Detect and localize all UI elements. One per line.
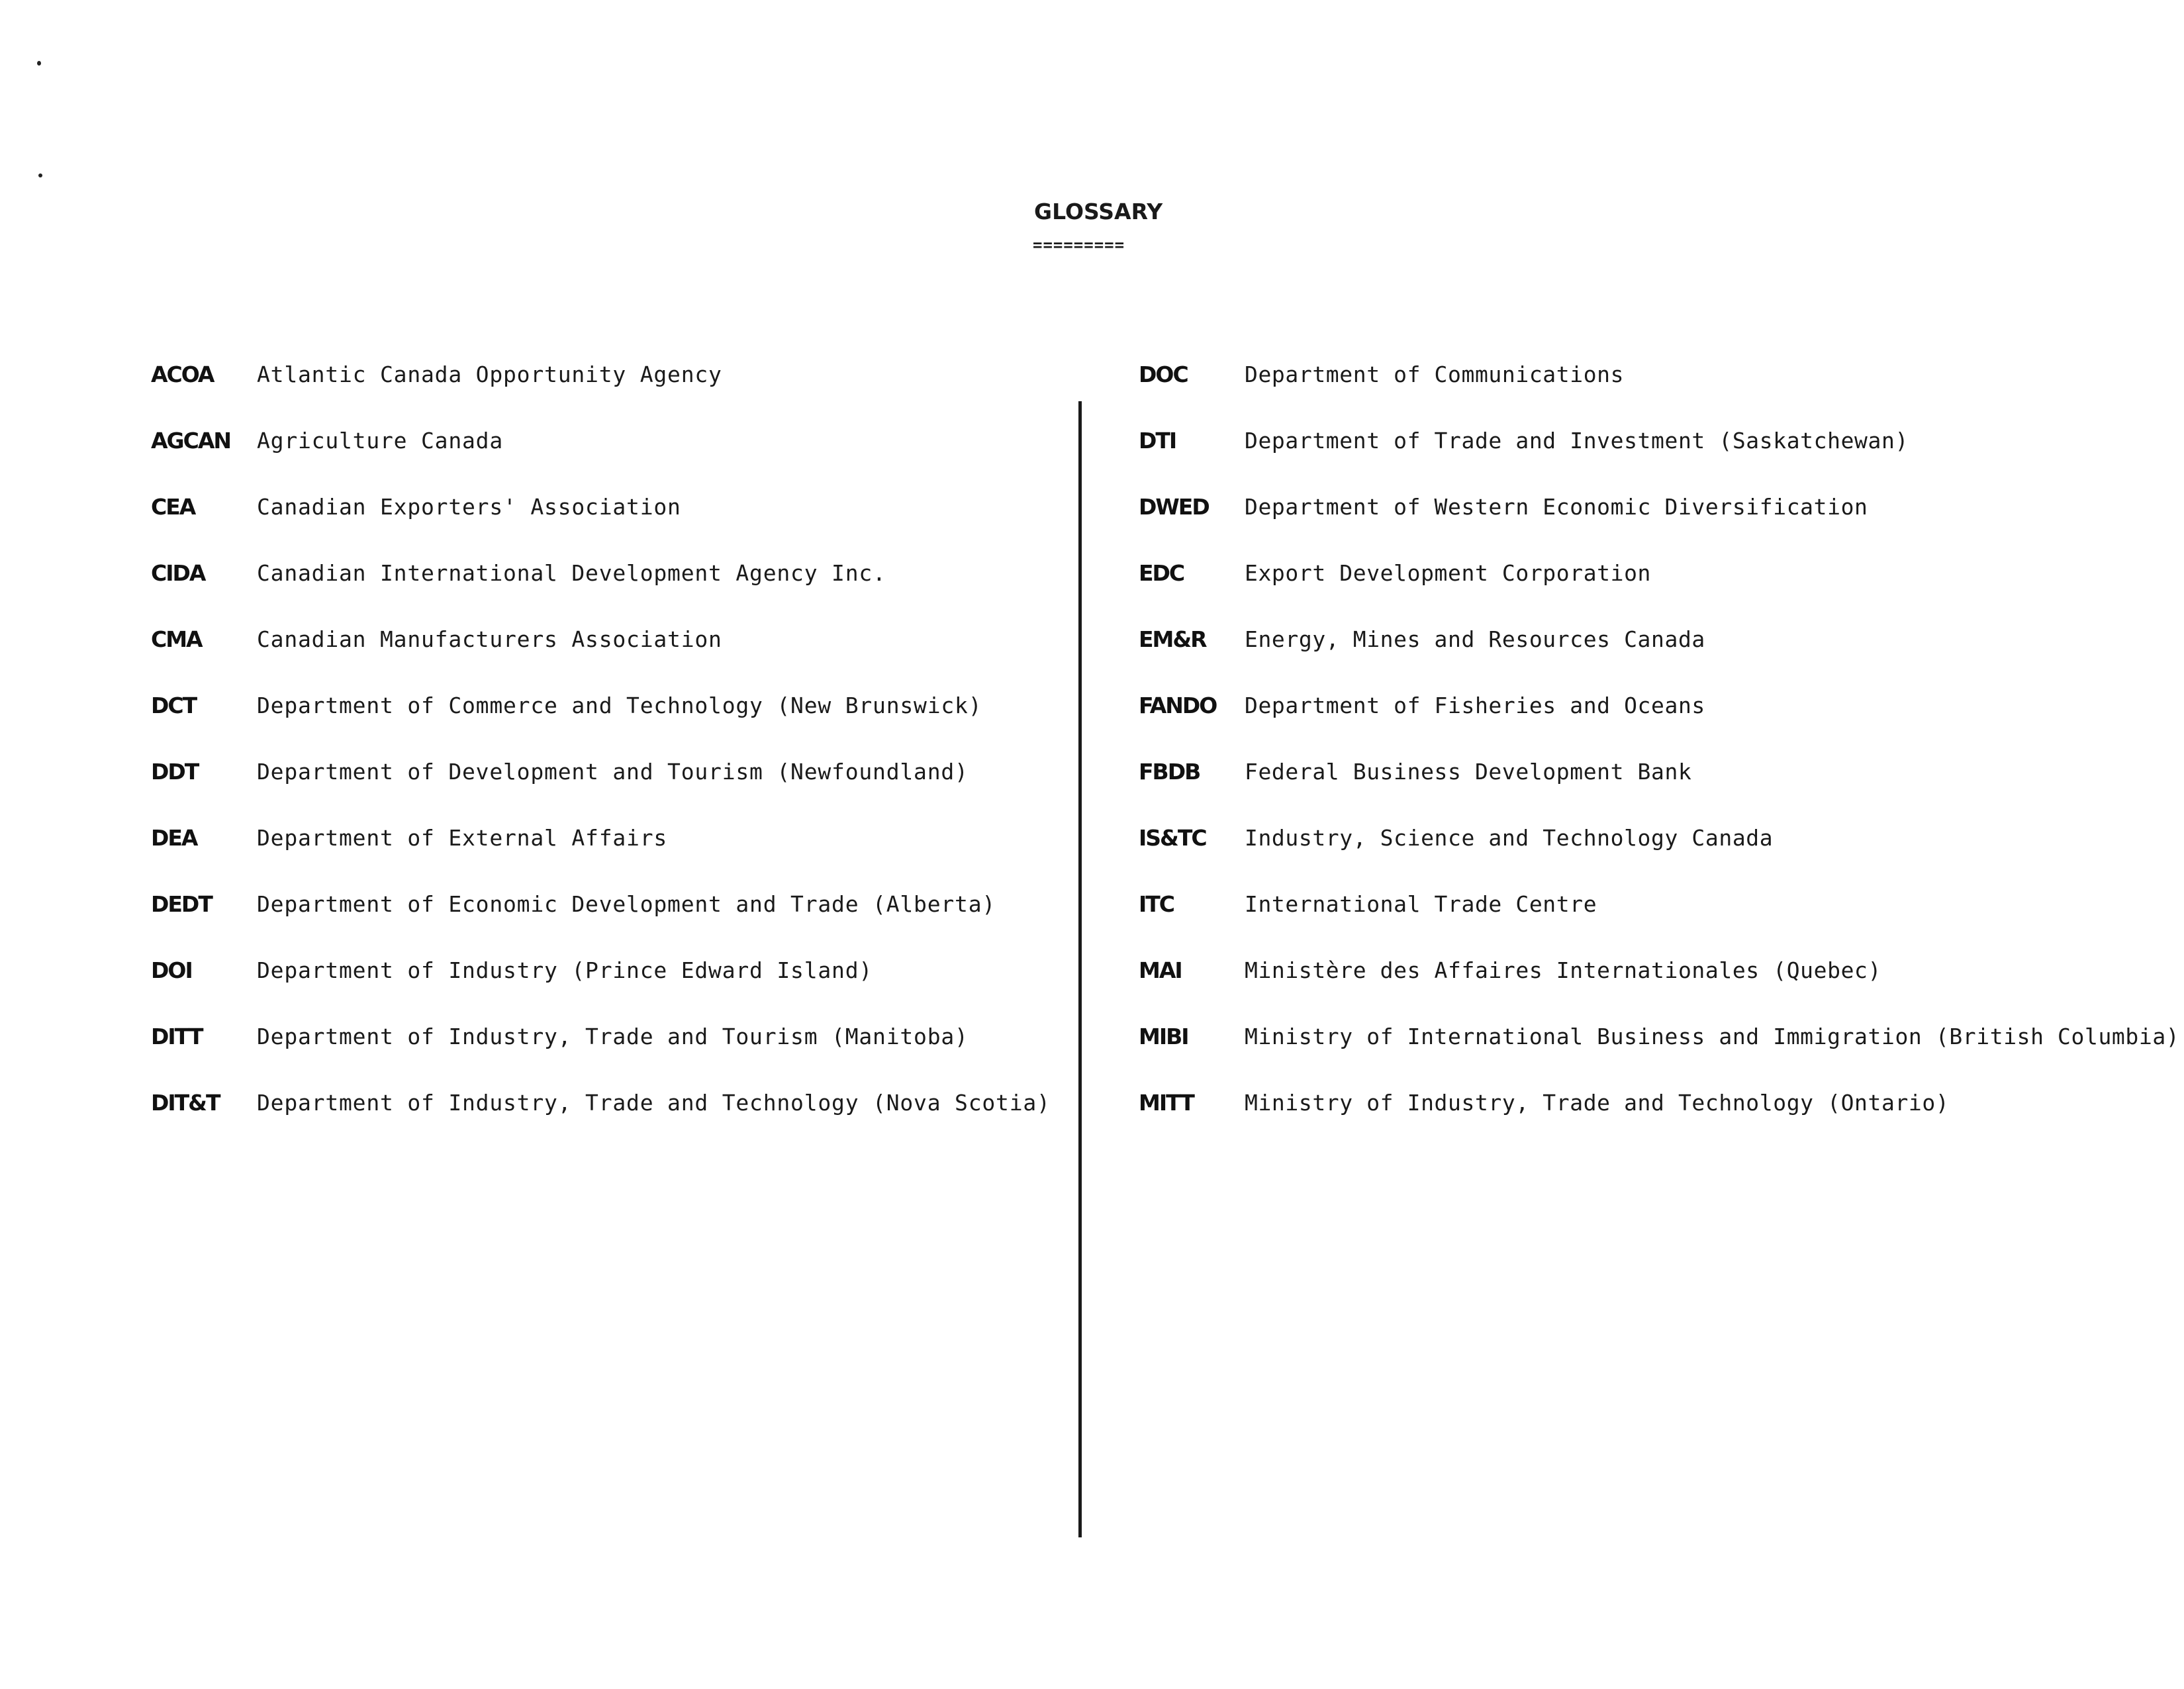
glossary-definition: Department of Western Economic Diversification (1245, 494, 1868, 520)
glossary-abbreviation: DDT (151, 759, 199, 785)
scan-speck (37, 61, 41, 66)
glossary-abbreviation: DCT (151, 693, 197, 718)
glossary-entry (1139, 891, 2179, 957)
glossary-entry (1139, 362, 2179, 428)
glossary-abbreviation: CIDA (151, 560, 205, 586)
glossary-abbreviation: ACOA (151, 362, 214, 387)
column-divider (1078, 401, 1082, 1537)
glossary-definition: Department of Trade and Investment (Saskatchewan) (1245, 428, 1909, 454)
glossary-entry (1139, 560, 2179, 626)
glossary-definition: Canadian Manufacturers Association (257, 626, 722, 652)
glossary-abbreviation: CMA (151, 626, 202, 652)
glossary-entry (151, 957, 1051, 1024)
glossary-definition: Atlantic Canada Opportunity Agency (257, 362, 722, 387)
glossary-definition: Energy, Mines and Resources Canada (1245, 626, 1705, 652)
glossary-entry (1139, 957, 2179, 1024)
glossary-entry (1139, 693, 2179, 759)
glossary-definition: Department of Commerce and Technology (New Brunswick) (257, 693, 982, 718)
glossary-abbreviation: AGCAN (151, 428, 231, 454)
glossary-entry (1139, 1024, 2179, 1090)
glossary-definition: Agriculture Canada (257, 428, 504, 454)
glossary-abbreviation: DWED (1139, 494, 1209, 520)
glossary-entry (1139, 1090, 2179, 1156)
glossary-definition: International Trade Centre (1245, 891, 1597, 917)
glossary-definition: Canadian Exporters' Association (257, 494, 681, 520)
glossary-entry (151, 560, 1051, 626)
glossary-abbreviation: MITT (1139, 1090, 1194, 1116)
glossary-entry (151, 759, 1051, 825)
glossary-left-column (151, 362, 1051, 1156)
glossary-abbreviation: MIBI (1139, 1024, 1188, 1049)
glossary-entry (151, 891, 1051, 957)
glossary-abbreviation: DITT (151, 1024, 203, 1049)
glossary-abbreviation: FBDB (1139, 759, 1200, 785)
title-underline: ========= (1033, 236, 1125, 254)
glossary-entry (151, 428, 1051, 494)
glossary-abbreviation: DEDT (151, 891, 212, 917)
glossary-definition: Department of Economic Development and Trade (Alberta) (257, 891, 996, 917)
glossary-abbreviation: DOI (151, 957, 192, 983)
glossary-definition: Department of Communications (1245, 362, 1625, 387)
glossary-abbreviation: DIT&T (151, 1090, 220, 1116)
glossary-abbreviation: DOC (1139, 362, 1188, 387)
glossary-abbreviation: ITC (1139, 891, 1174, 917)
glossary-definition: Department of Development and Tourism (Newfoundland) (257, 759, 969, 785)
glossary-entry (151, 693, 1051, 759)
glossary-entry (151, 626, 1051, 693)
glossary-abbreviation: MAI (1139, 957, 1182, 983)
glossary-abbreviation: DEA (151, 825, 197, 851)
glossary-entry (151, 362, 1051, 428)
glossary-abbreviation: EM&R (1139, 626, 1206, 652)
glossary-entry (151, 494, 1051, 560)
glossary-abbreviation: CEA (151, 494, 195, 520)
glossary-definition: Department of Industry, Trade and Technology (Nova Scotia) (257, 1090, 1051, 1116)
glossary-definition: Ministry of International Business and Immigration (British Columbia) (1245, 1024, 2180, 1049)
glossary-definition: Canadian International Development Agency Inc. (257, 560, 886, 586)
glossary-definition: Federal Business Development Bank (1245, 759, 1692, 785)
glossary-entry (1139, 428, 2179, 494)
glossary-abbreviation: IS&TC (1139, 825, 1206, 851)
glossary-definition: Department of Industry (Prince Edward Island) (257, 957, 873, 983)
glossary-entry (1139, 759, 2179, 825)
glossary-entry (1139, 626, 2179, 693)
glossary-entry (151, 1024, 1051, 1090)
glossary-definition: Export Development Corporation (1245, 560, 1652, 586)
glossary-abbreviation: FANDO (1139, 693, 1217, 718)
glossary-entry (1139, 494, 2179, 560)
glossary-entry (1139, 825, 2179, 891)
glossary-definition: Industry, Science and Technology Canada (1245, 825, 1774, 851)
glossary-definition: Department of Industry, Trade and Tourism (Manitoba) (257, 1024, 969, 1049)
glossary-definition: Ministère des Affaires Internationales (Quebec) (1245, 957, 1881, 983)
glossary-definition: Ministry of Industry, Trade and Technology (Ontario) (1245, 1090, 1950, 1116)
glossary-entry (151, 825, 1051, 891)
glossary-abbreviation: EDC (1139, 560, 1184, 586)
glossary-abbreviation: DTI (1139, 428, 1176, 454)
scan-speck (38, 173, 42, 177)
page-title: GLOSSARY (1034, 199, 1163, 224)
glossary-entry (151, 1090, 1051, 1156)
glossary-definition: Department of Fisheries and Oceans (1245, 693, 1705, 718)
glossary-definition: Department of External Affairs (257, 825, 668, 851)
glossary-right-column (1139, 362, 2179, 1156)
